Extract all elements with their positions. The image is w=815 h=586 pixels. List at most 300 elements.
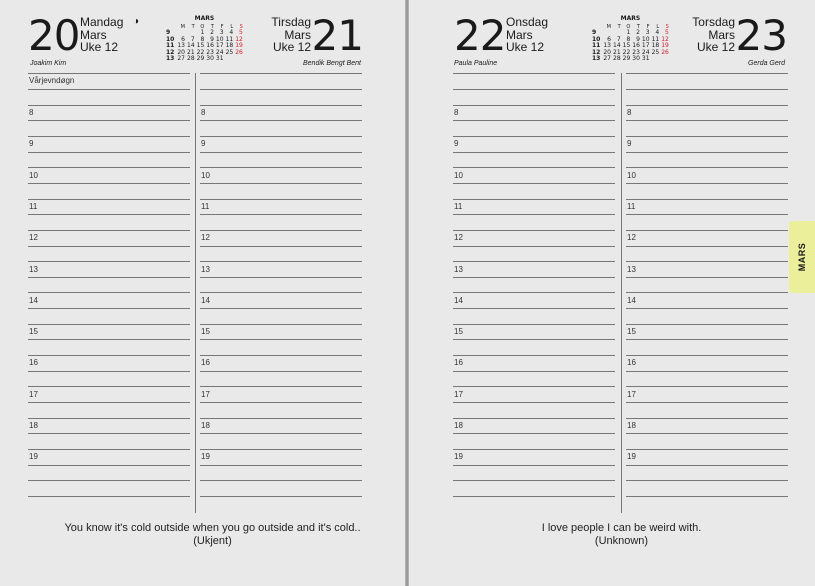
ruled-line <box>200 355 362 356</box>
ruled-line <box>28 402 190 403</box>
weekday: Mandag <box>80 15 124 29</box>
ruled-line <box>453 465 615 466</box>
right-page <box>409 0 815 586</box>
ruled-line <box>626 433 788 434</box>
week-number: 13 <box>166 55 175 62</box>
hour-label: 10 <box>627 170 636 180</box>
ruled-line <box>28 480 190 481</box>
calendar-day: 8 <box>200 35 205 43</box>
ruled-line <box>200 136 362 137</box>
ruled-line <box>28 214 190 215</box>
week-number: 12 <box>166 48 175 56</box>
calendar-day: 30 <box>206 55 214 62</box>
hour-label: 17 <box>454 389 463 399</box>
hour-label: 18 <box>29 421 38 430</box>
column-divider <box>621 73 622 513</box>
ruled-line <box>626 324 788 325</box>
hour-label: 18 <box>454 421 463 430</box>
ruled-line <box>453 167 615 168</box>
ruled-line <box>453 246 615 247</box>
ruled-line <box>626 308 788 309</box>
schedule-column-thursday[interactable] <box>626 73 788 513</box>
calendar-day <box>651 56 661 63</box>
calendar-day: 2 <box>210 29 214 36</box>
ruled-line <box>626 120 788 121</box>
ruled-line <box>453 136 615 137</box>
ruled-line <box>626 199 788 200</box>
ruled-line <box>453 183 615 184</box>
ruled-line <box>453 261 615 262</box>
weekday-header: S <box>665 23 669 30</box>
ruled-line <box>626 480 788 481</box>
weekday-header: L <box>230 23 234 30</box>
name-day-left: Joakim Kim <box>30 60 67 67</box>
week-number: 10 <box>166 35 175 43</box>
ruled-line <box>453 89 615 90</box>
calendar-day: 31 <box>641 55 650 62</box>
calendar-day <box>234 56 244 63</box>
month: Mars <box>708 27 735 42</box>
ruled-line <box>453 496 615 497</box>
calendar-day: 19 <box>661 42 669 49</box>
weekday-header: O <box>626 23 631 30</box>
calendar-day: 4 <box>229 29 234 36</box>
hour-label: 12 <box>201 233 210 243</box>
calendar-day: 18 <box>651 42 660 49</box>
ruled-line <box>200 183 362 184</box>
ruled-line <box>453 386 615 387</box>
ruled-line <box>28 339 190 340</box>
calendar-day: 6 <box>181 35 185 43</box>
name-day-right: Bendik Bengt Bent <box>303 60 361 67</box>
ruled-line <box>28 89 190 90</box>
ruled-line <box>28 308 190 309</box>
ruled-line <box>453 230 615 231</box>
week-number: 12 <box>592 48 601 56</box>
mini-calendar-grid <box>591 24 670 63</box>
ruled-line <box>200 433 362 434</box>
weekday-header: F <box>646 23 650 30</box>
ruled-line <box>200 371 362 372</box>
calendar-day: 26 <box>661 48 669 56</box>
calendar-day: 10 <box>215 35 224 43</box>
week-number: 10 <box>592 35 601 43</box>
calendar-day: 23 <box>206 48 214 56</box>
ruled-line <box>28 199 190 200</box>
calendar-day: 5 <box>239 29 243 36</box>
weekday-header: T <box>636 23 640 30</box>
week: Uke 12 <box>506 40 545 54</box>
calendar-day: 28 <box>187 55 195 62</box>
left-page <box>0 0 405 586</box>
calendar-day: 20 <box>177 48 185 56</box>
ruled-line <box>453 371 615 372</box>
calendar-day: 25 <box>225 48 234 56</box>
ruled-line <box>200 292 362 293</box>
schedule-column-tuesday[interactable] <box>200 73 362 513</box>
calendar-day: 21 <box>613 48 621 56</box>
calendar-day: 4 <box>655 29 660 36</box>
ruled-line <box>453 214 615 215</box>
hour-label: 13 <box>201 264 210 274</box>
ruled-line <box>626 386 788 387</box>
ruled-line <box>200 167 362 168</box>
ruled-line <box>453 339 615 340</box>
ruled-line <box>626 292 788 293</box>
hour-label: 11 <box>627 201 636 211</box>
ruled-line <box>28 120 190 121</box>
mini-calendar <box>591 16 670 63</box>
hour-label: 10 <box>29 170 38 180</box>
ruled-line <box>28 183 190 184</box>
ruled-line <box>626 183 788 184</box>
calendar-day: 30 <box>632 55 640 62</box>
ruled-line <box>626 246 788 247</box>
ruled-line <box>626 465 788 466</box>
day-number: 22 <box>454 11 506 60</box>
ruled-line <box>200 386 362 387</box>
ruled-line <box>28 277 190 278</box>
hour-label: 8 <box>627 108 632 117</box>
quote-block <box>20 522 405 548</box>
name-day-right: Gerda Gerd <box>748 60 785 67</box>
calendar-day: 27 <box>177 55 185 62</box>
ruled-line <box>453 449 615 450</box>
hour-label: 13 <box>29 264 38 274</box>
hour-label: 9 <box>627 139 632 149</box>
week: Uke 12 <box>272 40 311 54</box>
calendar-day: 12 <box>661 35 669 43</box>
calendar-week-row <box>591 56 670 63</box>
hour-label: 19 <box>29 452 38 462</box>
quote-block <box>429 522 814 548</box>
ruled-line <box>200 199 362 200</box>
ruled-line <box>28 167 190 168</box>
month-tab[interactable] <box>789 221 815 293</box>
ruled-line <box>200 230 362 231</box>
calendar-day: 1 <box>200 29 205 36</box>
ruled-line <box>200 465 362 466</box>
quote-author: (Ukjent) <box>193 535 232 547</box>
calendar-day: 14 <box>613 42 621 49</box>
ruled-line <box>626 418 788 419</box>
ruled-line <box>28 230 190 231</box>
calendar-day: 22 <box>196 48 205 56</box>
name-day-left: Paula Pauline <box>454 60 498 67</box>
mini-calendar-title: MARS <box>620 15 641 22</box>
weekday: Onsdag <box>506 15 549 29</box>
ruled-line <box>453 480 615 481</box>
ruled-line <box>453 324 615 325</box>
ruled-line <box>453 308 615 309</box>
hour-label: 15 <box>627 327 636 337</box>
hour-label: 15 <box>29 327 38 337</box>
ruled-line <box>626 105 788 106</box>
ruled-line <box>200 339 362 340</box>
mini-calendar-grid <box>165 24 244 63</box>
first-line-note: Vårjevndøgn <box>29 76 75 85</box>
ruled-line <box>28 152 190 153</box>
week-number: 9 <box>166 29 171 36</box>
calendar-day: 15 <box>622 42 631 49</box>
calendar-day: 11 <box>225 35 234 43</box>
calendar-day: 28 <box>613 55 621 62</box>
hour-label: 17 <box>29 389 38 399</box>
ruled-line <box>453 433 615 434</box>
calendar-day: 16 <box>632 42 640 49</box>
day-meta <box>80 16 123 54</box>
ruled-line <box>200 73 362 74</box>
hour-label: 8 <box>29 108 34 117</box>
weekday: Tirsdag <box>271 15 311 29</box>
weekday-header: T <box>191 23 195 30</box>
hour-label: 15 <box>454 327 463 337</box>
hour-label: 18 <box>201 421 210 430</box>
calendar-day <box>660 56 670 63</box>
calendar-day <box>225 56 235 63</box>
ruled-line <box>200 496 362 497</box>
ruled-line <box>626 152 788 153</box>
hour-label: 9 <box>454 139 459 149</box>
calendar-day: 17 <box>215 42 224 49</box>
week: Uke 12 <box>696 40 735 54</box>
quote-author: (Unknown) <box>594 535 649 547</box>
ruled-line <box>28 355 190 356</box>
calendar-day: 18 <box>225 42 234 49</box>
quote-text: You know it's cold outside when you go outside and it's cold.. <box>64 522 361 534</box>
weekday-header: F <box>220 23 224 30</box>
ruled-line <box>453 292 615 293</box>
calendar-day: 3 <box>645 29 650 36</box>
day-number: 23 <box>735 11 787 60</box>
day-meta <box>692 16 735 54</box>
calendar-day: 25 <box>651 48 660 56</box>
ruled-line <box>626 449 788 450</box>
ruled-line <box>200 277 362 278</box>
calendar-day: 12 <box>235 35 243 43</box>
ruled-line <box>28 73 190 74</box>
hour-label: 19 <box>454 452 463 462</box>
calendar-day: 29 <box>622 55 631 62</box>
calendar-day: 26 <box>235 48 243 56</box>
weekday: Torsdag <box>692 15 735 29</box>
ruled-line <box>453 73 615 74</box>
ruled-line <box>453 277 615 278</box>
hour-label: 15 <box>201 327 210 337</box>
ruled-line <box>200 402 362 403</box>
calendar-day: 14 <box>187 42 195 49</box>
hour-label: 17 <box>201 389 210 399</box>
hour-label: 13 <box>627 264 636 274</box>
ruled-line <box>626 73 788 74</box>
hour-label: 18 <box>627 421 636 430</box>
ruled-line <box>200 246 362 247</box>
ruled-line <box>626 214 788 215</box>
ruled-line <box>200 214 362 215</box>
calendar-day: 7 <box>190 35 195 43</box>
ruled-line <box>28 246 190 247</box>
mini-calendar <box>165 16 244 63</box>
hour-label: 16 <box>454 358 463 368</box>
ruled-line <box>453 355 615 356</box>
weekday-header: S <box>239 23 243 30</box>
day-meta <box>271 16 311 54</box>
calendar-day: 10 <box>641 35 650 43</box>
month: Mars <box>80 27 107 42</box>
calendar-day: 31 <box>215 55 224 62</box>
hour-label: 9 <box>201 139 206 149</box>
ruled-line <box>453 402 615 403</box>
ruled-line <box>28 292 190 293</box>
hour-label: 17 <box>627 389 636 399</box>
calendar-day: 9 <box>210 35 214 43</box>
weekday-header: L <box>656 23 660 30</box>
moon-phase-icon: ◑ <box>133 16 140 27</box>
ruled-line <box>200 89 362 90</box>
ruled-line <box>626 355 788 356</box>
ruled-line <box>200 418 362 419</box>
ruled-line <box>28 496 190 497</box>
calendar-day: 24 <box>215 48 224 56</box>
calendar-day: 2 <box>636 29 640 36</box>
ruled-line <box>200 480 362 481</box>
schedule-column-wednesday[interactable] <box>453 73 615 513</box>
calendar-day: 29 <box>196 55 205 62</box>
column-divider <box>195 73 196 513</box>
ruled-line <box>626 371 788 372</box>
ruled-line <box>200 324 362 325</box>
calendar-day: 13 <box>177 42 185 49</box>
hour-label: 12 <box>627 233 636 243</box>
hour-label: 10 <box>454 170 463 180</box>
calendar-day: 9 <box>636 35 640 43</box>
hour-label: 12 <box>29 233 38 243</box>
hour-label: 19 <box>627 452 636 462</box>
weekday-header: M <box>606 23 611 30</box>
hour-label: 14 <box>627 295 636 305</box>
ruled-line <box>453 199 615 200</box>
ruled-line <box>200 120 362 121</box>
month: Mars <box>284 27 311 42</box>
ruled-line <box>28 105 190 106</box>
ruled-line <box>200 449 362 450</box>
weekday-header: O <box>200 23 205 30</box>
hour-label: 19 <box>201 452 210 462</box>
calendar-day: 24 <box>641 48 650 56</box>
hour-label: 10 <box>201 170 210 180</box>
week-number: 11 <box>166 42 175 49</box>
calendar-day: 22 <box>622 48 631 56</box>
hour-label: 8 <box>201 108 206 117</box>
week-number: 9 <box>592 29 597 36</box>
ruled-line <box>626 136 788 137</box>
ruled-line <box>200 105 362 106</box>
ruled-line <box>200 152 362 153</box>
weekday-header: T <box>210 23 214 30</box>
weekday-header: T <box>617 23 621 30</box>
calendar-day: 1 <box>626 29 631 36</box>
ruled-line <box>28 324 190 325</box>
calendar-day: 13 <box>603 42 611 49</box>
ruled-line <box>28 261 190 262</box>
hour-label: 8 <box>454 108 459 117</box>
week-number: 11 <box>592 42 601 49</box>
calendar-day: 17 <box>641 42 650 49</box>
calendar-day: 20 <box>603 48 611 56</box>
ruled-line <box>200 261 362 262</box>
calendar-day: 16 <box>206 42 214 49</box>
week: Uke 12 <box>80 40 119 54</box>
ruled-line <box>28 136 190 137</box>
calendar-day: 6 <box>607 35 611 43</box>
calendar-day: 3 <box>219 29 224 36</box>
day-number: 21 <box>311 11 363 60</box>
ruled-line <box>28 418 190 419</box>
hour-label: 14 <box>201 295 210 305</box>
ruled-line <box>626 167 788 168</box>
month-tab-label: MARS <box>797 242 807 272</box>
day-meta <box>506 16 548 54</box>
ruled-line <box>28 465 190 466</box>
ruled-line <box>453 105 615 106</box>
hour-label: 14 <box>454 295 463 305</box>
ruled-line <box>28 386 190 387</box>
hour-label: 16 <box>627 358 636 368</box>
hour-label: 14 <box>29 295 38 305</box>
hour-label: 16 <box>29 358 38 368</box>
ruled-line <box>28 433 190 434</box>
calendar-day: 15 <box>196 42 205 49</box>
calendar-day: 23 <box>632 48 640 56</box>
calendar-day: 5 <box>665 29 669 36</box>
hour-label: 12 <box>454 233 463 243</box>
day-number: 20 <box>28 11 80 60</box>
calendar-day: 27 <box>603 55 611 62</box>
hour-label: 11 <box>454 201 463 211</box>
ruled-line <box>626 230 788 231</box>
ruled-line <box>626 261 788 262</box>
ruled-line <box>626 339 788 340</box>
calendar-day: 21 <box>187 48 195 56</box>
ruled-line <box>626 496 788 497</box>
calendar-week-row <box>165 56 244 63</box>
calendar-day: 7 <box>616 35 621 43</box>
ruled-line <box>28 371 190 372</box>
ruled-line <box>200 308 362 309</box>
ruled-line <box>626 402 788 403</box>
quote-text: I love people I can be weird with. <box>541 522 702 534</box>
hour-label: 9 <box>29 139 34 149</box>
hour-label: 11 <box>29 201 38 211</box>
ruled-line <box>626 89 788 90</box>
calendar-day: 8 <box>626 35 631 43</box>
ruled-line <box>28 449 190 450</box>
mini-calendar-title: MARS <box>194 15 215 22</box>
ruled-line <box>453 418 615 419</box>
hour-label: 13 <box>454 264 463 274</box>
hour-label: 11 <box>201 201 210 211</box>
hour-label: 16 <box>201 358 210 368</box>
calendar-day: 19 <box>235 42 243 49</box>
calendar-day: 11 <box>651 35 660 43</box>
ruled-line <box>453 152 615 153</box>
weekday-header: M <box>180 23 185 30</box>
ruled-line <box>453 120 615 121</box>
month: Mars <box>506 27 533 42</box>
schedule-column-monday[interactable] <box>28 73 190 513</box>
ruled-line <box>626 277 788 278</box>
week-number: 13 <box>592 55 601 62</box>
